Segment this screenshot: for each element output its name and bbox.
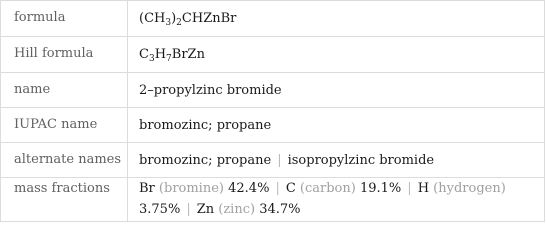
hill-formula-label: Hill formula (14, 46, 94, 61)
separator: | (186, 202, 191, 217)
separator: | (275, 181, 280, 196)
mass-fraction-c: C (carbon) 19.1% (285, 181, 402, 196)
alternate-name: isopropylzinc bromide (287, 153, 435, 168)
alternate-names-value (139, 150, 536, 171)
mass-fraction-h-percent: 3.75% (139, 202, 181, 217)
mass-fraction-h: H (hydrogen) (417, 181, 506, 196)
mass-fraction-zn: Zn (zinc) 34.7% (196, 202, 301, 217)
formula-row (1, 1, 544, 36)
formula-label: formula (14, 10, 66, 25)
formula-part: C (139, 47, 149, 62)
alternate-names-row (1, 142, 544, 177)
formula-part: BrZn (171, 47, 205, 62)
name-value: 2–propylzinc bromide (139, 83, 282, 98)
mass-fractions-value (139, 178, 536, 220)
formula-subscript: 7 (166, 54, 172, 64)
mass-fractions-row (1, 177, 544, 222)
name-row (1, 72, 544, 107)
formula-value (139, 8, 536, 29)
formula-part: (CH (139, 11, 166, 26)
hill-formula-value (139, 44, 536, 65)
formula-part: CHZnBr (181, 11, 237, 26)
formula-part: ) (171, 11, 177, 26)
iupac-name-row (1, 107, 544, 142)
separator: | (407, 181, 412, 196)
formula-subscript: 2 (176, 18, 182, 28)
mass-fractions-label: mass fractions (14, 181, 110, 196)
iupac-name-value: bromozinc; propane (139, 118, 272, 133)
hill-formula-row (1, 36, 544, 72)
formula-part: H (154, 47, 167, 62)
name-label: name (14, 82, 51, 97)
separator: | (277, 153, 282, 168)
alternate-name: bromozinc; propane (139, 153, 272, 168)
alternate-names-label: alternate names (14, 152, 122, 167)
formula-subscript: 3 (165, 18, 172, 28)
formula-subscript: 3 (148, 54, 155, 64)
mass-fraction-br: Br (bromine) 42.4% (139, 181, 270, 196)
iupac-name-label: IUPAC name (14, 117, 98, 132)
